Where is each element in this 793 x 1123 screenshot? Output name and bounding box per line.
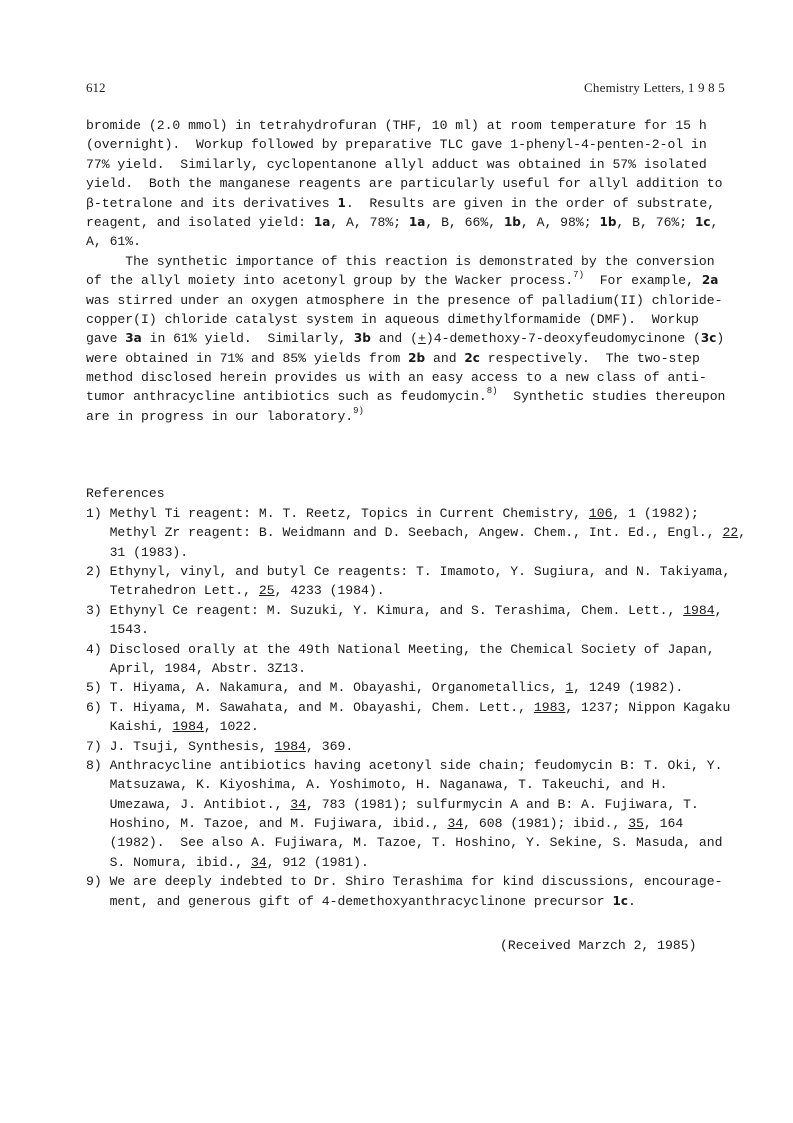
reference-line: April, 1984, Abstr. 3Z13.	[86, 660, 307, 676]
body-line: The synthetic importance of this reaction is demonstrated by the conversion	[86, 253, 715, 269]
reference-line: 9) We are deeply indebted to Dr. Shiro Terashima for kind discussions, encourage-	[86, 874, 723, 890]
reference-line: Kaishi, 1984, 1022.	[86, 719, 259, 735]
reference-line: 2) Ethynyl, vinyl, and butyl Ce reagents: T. Imamoto, Y. Sugiura, and N. Takiyama,	[86, 563, 731, 579]
reference-line: 4) Disclosed orally at the 49th National Meeting, the Chemical Society of Japan,	[86, 641, 715, 657]
reference-line: 6) T. Hiyama, M. Sawahata, and M. Obayashi, Chem. Lett., 1983, 1237; Nippon Kagaku	[86, 699, 731, 715]
body-line: tumor anthracycline antibiotics such as feudomycin.$^{8)}$ Synthetic studies thereupon	[86, 386, 726, 405]
reference-line: 3) Ethynyl Ce reagent: M. Suzuki, Y. Kimura, and S. Terashima, Chem. Lett., 1984,	[86, 602, 723, 618]
body-line: method disclosed herein provides us with an easy access to a new class of anti-	[86, 370, 707, 386]
body-line: gave 3a in 61% yield. Similarly, 3b and (+)4-demethoxy-7-deoxyfeudomycinone (3c)	[86, 331, 725, 347]
body-line: yield. Both the manganese reagents are particularly useful for allyl addition to	[86, 176, 723, 192]
reference-line: Tetrahedron Lett., 25, 4233 (1984).	[86, 583, 385, 599]
reference-line: S. Nomura, ibid., 34, 912 (1981).	[86, 854, 369, 870]
reference-line: 5) T. Hiyama, A. Nakamura, and M. Obayashi, Organometallics, 1, 1249 (1982).	[86, 680, 684, 696]
page-header	[86, 80, 725, 100]
reference-line: Methyl Zr reagent: B. Weidmann and D. Seebach, Angew. Chem., Int. Ed., Engl., 22,	[86, 525, 747, 541]
body-line: β-tetralone and its derivatives 1. Results are given in the order of substrate,	[86, 195, 716, 211]
reference-line: 1543.	[86, 622, 149, 638]
body-line: A, 61%.	[86, 234, 142, 250]
reference-line: 7) J. Tsuji, Synthesis, 1984, 369.	[86, 738, 354, 754]
reference-line: Matsuzawa, K. Kiyoshima, A. Yoshimoto, H. Naganawa, T. Takeuchi, and H.	[86, 777, 668, 793]
body-line: are in progress in our laboratory.$^{9)}$	[86, 405, 364, 424]
body-line: was stirred under an oxygen atmosphere in the presence of palladium(II) chloride-	[86, 292, 723, 308]
reference-line: ment, and generous gift of 4-demethoxyanthracyclinone precursor 1c.	[86, 893, 636, 909]
body-text	[86, 116, 726, 426]
body-line: bromide (2.0 mmol) in tetrahydrofuran (THF, 10 ml) at room temperature for 15 h	[86, 118, 707, 133]
article-body	[86, 116, 747, 911]
reference-line: 1) Methyl Ti reagent: M. T. Reetz, Topics in Current Chemistry, 106, 1 (1982);	[86, 505, 699, 521]
reference-line: Hoshino, M. Tazoe, and M. Fujiwara, ibid., 34, 608 (1981); ibid., 35, 164	[86, 816, 684, 832]
reference-line: 31 (1983).	[86, 544, 189, 560]
body-line: 77% yield. Similarly, cyclopentanone allyl adduct was obtained in 57% isolated	[86, 156, 707, 172]
page-number: 612	[86, 80, 106, 95]
received-date: (Received Marzch 2, 1985)	[500, 938, 697, 953]
reference-line: 8) Anthracycline antibiotics having acetonyl side chain; feudomycin B: T. Oki, Y.	[86, 757, 723, 773]
body-line: of the allyl moiety into acetonyl group by the Wacker process.$^{7)}$ For example, 2a	[86, 270, 719, 289]
body-line: (overnight). Workup followed by preparative TLC gave 1-phenyl-4-penten-2-ol in	[86, 137, 707, 153]
reference-line: Umezawa, J. Antibiot., 34, 783 (1981); sulfurmycin A and B: A. Fujiwara, T.	[86, 796, 699, 812]
reference-list	[86, 504, 747, 911]
reference-line: (1982). See also A. Fujiwara, M. Tazoe, T. Hoshino, Y. Sekine, S. Masuda, and	[86, 835, 723, 851]
body-line: were obtained in 71% and 85% yields from 2b and 2c respectively. The two-step	[86, 350, 700, 366]
journal-citation: Chemistry Letters, 1 9 8 5	[584, 80, 725, 95]
body-line: reagent, and isolated yield: 1a, A, 78%; 1a, B, 66%, 1b, A, 98%; 1b, B, 76%; 1c,	[86, 214, 719, 230]
body-line: copper(I) chloride catalyst system in aqueous dimethylformamide (DMF). Workup	[86, 311, 699, 327]
references-heading: References	[86, 486, 165, 502]
